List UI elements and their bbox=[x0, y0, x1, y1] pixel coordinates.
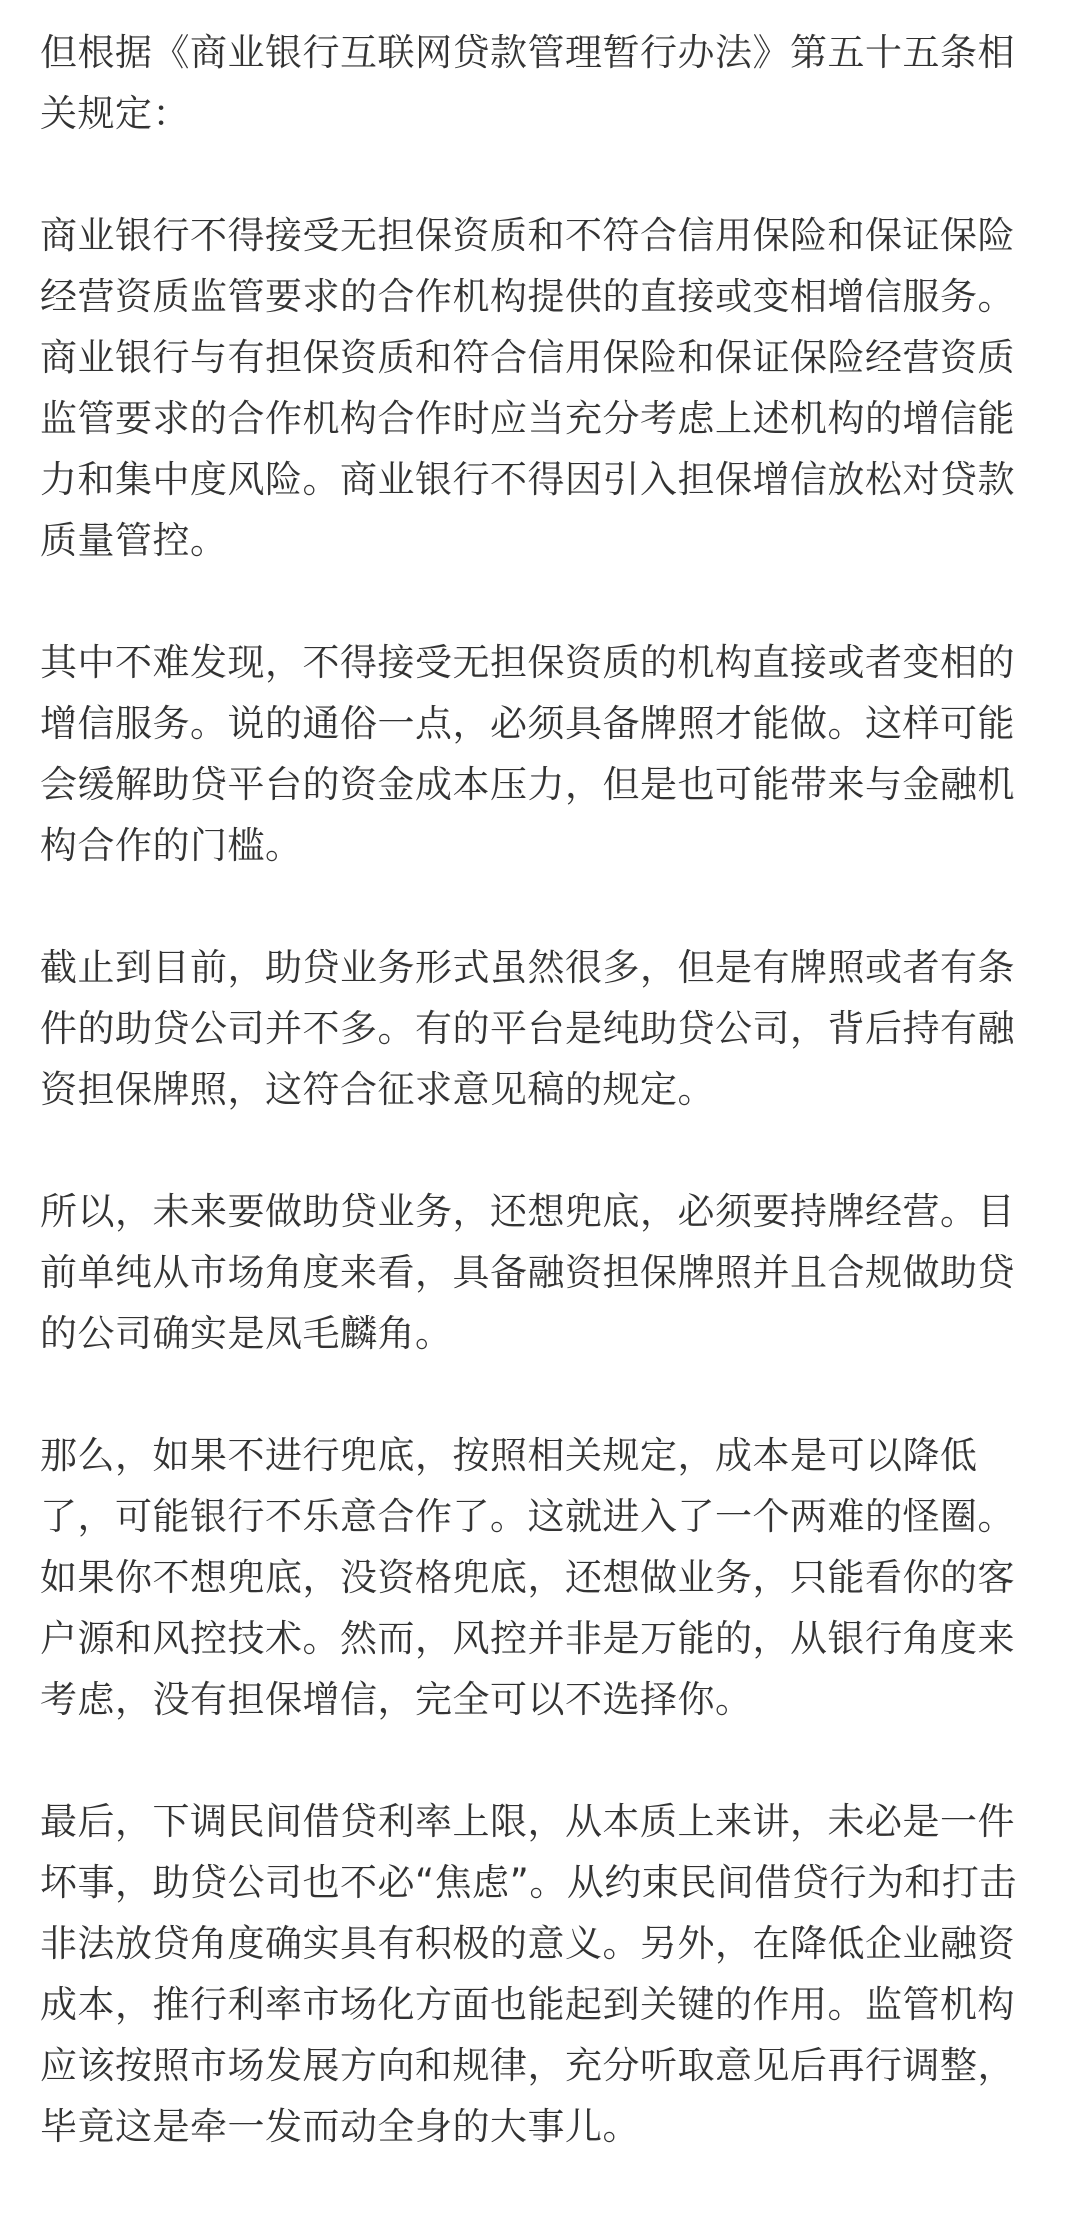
article-paragraph: 商业银行不得接受无担保资质和不符合信用保险和保证保险经营资质监管要求的合作机构提供的直接或变相增信服务。商业银行与有担保资质和符合信用保险和保证保险经营资质监管要求的合作机构合作时应当充分考虑上述机构的增信能力和集中度风险。商业银行不得因引入担保增信放松对贷款质量管控。 bbox=[40, 214, 1015, 562]
article-paragraph: 但根据《商业银行互联网贷款管理暂行办法》第五十五条相关规定： bbox=[40, 31, 1015, 135]
article-paragraph: 所以，未来要做助贷业务，还想兜底，必须要持牌经营。目前单纯从市场角度来看，具备融资担保牌照并且合规做助贷的公司确实是凤毛麟角。 bbox=[40, 1190, 1015, 1355]
article-paragraph: 最后，下调民间借贷利率上限，从本质上来讲，未必是一件坏事，助贷公司也不必“焦虑”。从约束民间借贷行为和打击非法放贷角度确实具有积极的意义。另外，在降低企业融资成本，推行利率市场化方面也能起到关键的作用。监管机构应该按照市场发展方向和规律，充分听取意见后再行调整，毕竟这是牵一发而动全身的大事儿。 bbox=[40, 1800, 1017, 2148]
article-paragraph: 其中不难发现，不得接受无担保资质的机构直接或者变相的增信服务。说的通俗一点，必须具备牌照才能做。这样可能会缓解助贷平台的资金成本压力，但是也可能带来与金融机构合作的门槛。 bbox=[40, 641, 1015, 867]
article-paragraph: 那么，如果不进行兜底，按照相关规定，成本是可以降低了，可能银行不乐意合作了。这就进入了一个两难的怪圈。如果你不想兜底，没资格兜底，还想做业务，只能看你的客户源和风控技术。然而，风控并非是万能的，从银行角度来考虑，没有担保增信，完全可以不选择你。 bbox=[40, 1434, 1015, 1721]
article-paragraph: 截止到目前，助贷业务形式虽然很多，但是有牌照或者有条件的助贷公司并不多。有的平台是纯助贷公司，背后持有融资担保牌照，这符合征求意见稿的规定。 bbox=[40, 946, 1015, 1111]
